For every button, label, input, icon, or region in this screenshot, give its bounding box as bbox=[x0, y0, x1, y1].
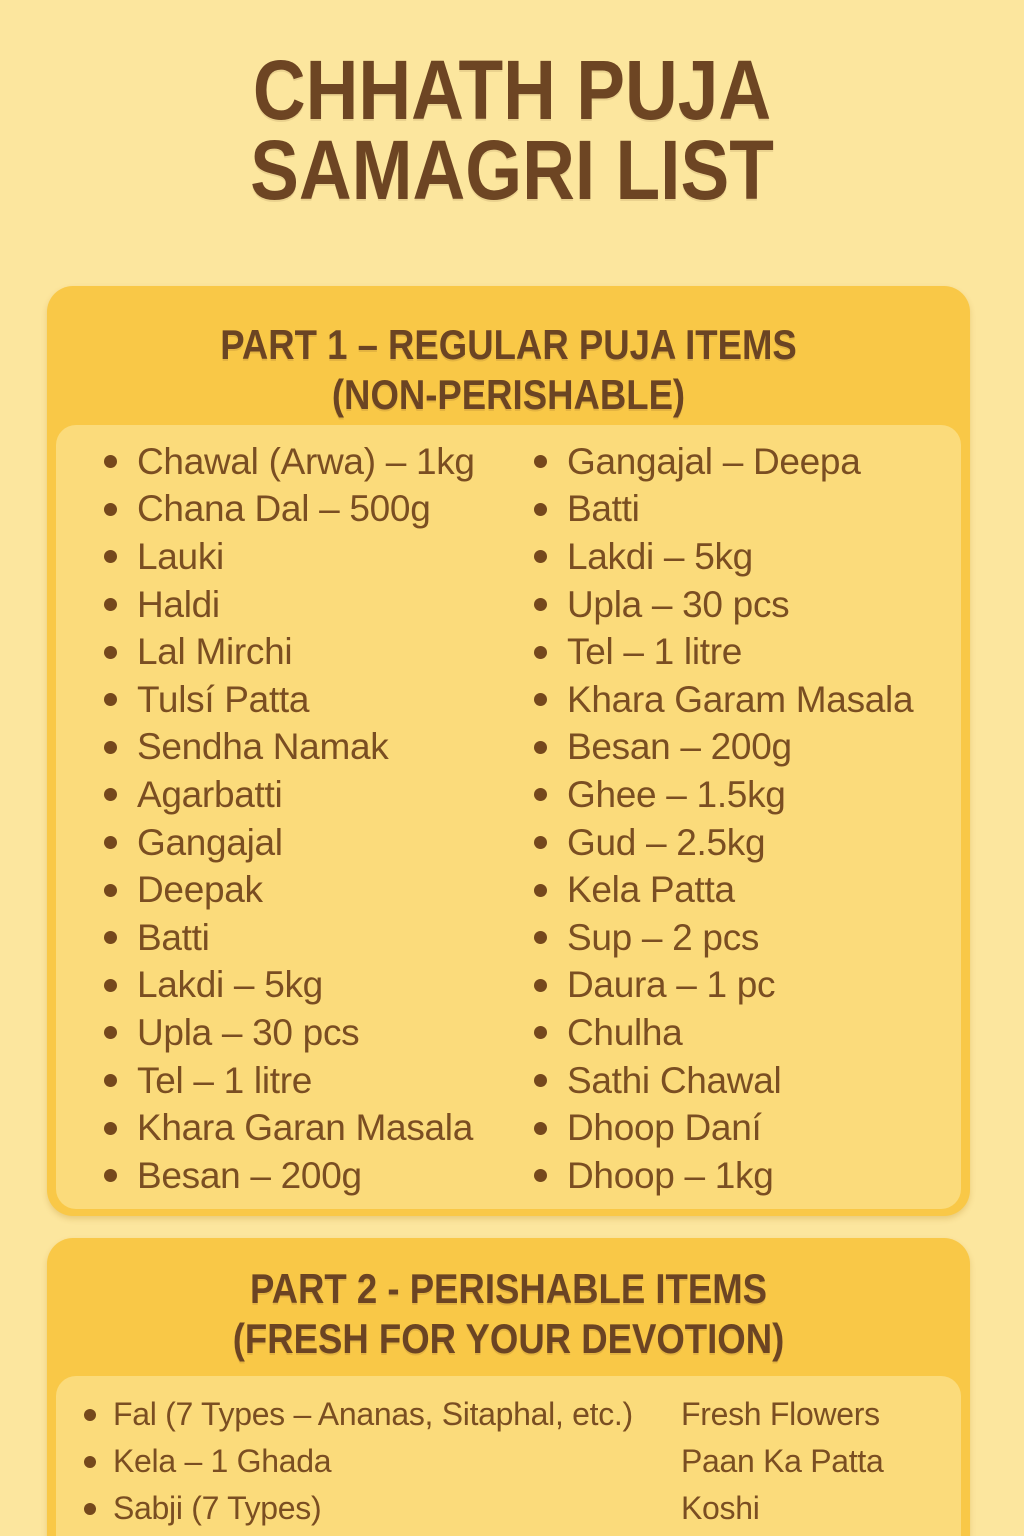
bullet-icon bbox=[534, 788, 547, 801]
bullet-icon bbox=[534, 884, 547, 897]
item-label: Daura – 1 pc bbox=[567, 964, 776, 1006]
item-label: Khara Garan Masala bbox=[137, 1107, 474, 1149]
list-item bbox=[534, 486, 913, 534]
item-label: Sup – 2 pcs bbox=[567, 916, 760, 958]
bullet-icon bbox=[104, 884, 117, 897]
bullet-icon bbox=[534, 741, 547, 754]
list-item bbox=[104, 866, 475, 914]
list-item bbox=[104, 438, 475, 486]
list-item bbox=[534, 866, 913, 914]
bullet-icon bbox=[534, 598, 547, 611]
bullet-icon bbox=[534, 1074, 547, 1087]
part1-heading-line-1: PART 1 – REGULAR PUJA ITEMS bbox=[220, 321, 797, 368]
bullet-icon bbox=[84, 1409, 96, 1421]
bullet-icon bbox=[84, 1503, 96, 1515]
item-label: Lal Mirchi bbox=[137, 631, 293, 673]
item-label: Sabji (7 Types) bbox=[113, 1490, 322, 1526]
item-label: Tel – 1 litre bbox=[137, 1059, 313, 1101]
item-label: Lakdi – 5kg bbox=[567, 535, 753, 577]
list-item bbox=[104, 1152, 475, 1200]
list-item bbox=[104, 1057, 475, 1105]
item-label: Gangajal – Deepa bbox=[567, 440, 861, 482]
item-label: Gangajal bbox=[137, 821, 283, 863]
part2-heading-line-2: (FRESH FOR YOUR DEVOTION) bbox=[232, 1315, 785, 1362]
bullet-icon bbox=[104, 1074, 117, 1087]
list-item bbox=[534, 1104, 913, 1152]
part2-heading bbox=[107, 1264, 910, 1364]
list-item bbox=[104, 771, 475, 819]
item-label: Fresh Flowers bbox=[681, 1396, 880, 1432]
part1-heading bbox=[107, 320, 910, 420]
part2-right-column bbox=[681, 1391, 883, 1532]
list-item bbox=[104, 676, 475, 724]
list-item bbox=[84, 1438, 633, 1485]
part1-card bbox=[47, 286, 970, 1216]
list-item bbox=[681, 1438, 883, 1485]
list-item bbox=[534, 1152, 913, 1200]
item-label: Lauki bbox=[137, 535, 224, 577]
item-label: Deepak bbox=[137, 869, 263, 911]
bullet-icon bbox=[534, 931, 547, 944]
item-label: Kela – 1 Ghada bbox=[113, 1443, 332, 1479]
bullet-icon bbox=[104, 503, 117, 516]
list-item bbox=[534, 1009, 913, 1057]
item-label: Chana Dal – 500g bbox=[137, 488, 431, 530]
item-label: Chawal (Arwa) – 1kg bbox=[137, 440, 475, 482]
bullet-icon bbox=[104, 979, 117, 992]
item-label: Sendha Namak bbox=[137, 726, 389, 768]
bullet-icon bbox=[104, 646, 117, 659]
bullet-icon bbox=[534, 646, 547, 659]
item-label: Upla – 30 pcs bbox=[137, 1011, 360, 1053]
bullet-icon bbox=[104, 598, 117, 611]
list-item bbox=[104, 962, 475, 1010]
item-label: Kela Patta bbox=[567, 869, 735, 911]
item-label: Besan – 200g bbox=[567, 726, 792, 768]
bullet-icon bbox=[534, 979, 547, 992]
list-item bbox=[534, 771, 913, 819]
item-label: Khara Garam Masala bbox=[567, 678, 914, 720]
item-label: Fal (7 Types – Ananas, Sitaphal, etc.) bbox=[113, 1396, 633, 1432]
bullet-icon bbox=[104, 1169, 117, 1182]
bullet-icon bbox=[104, 836, 117, 849]
list-item bbox=[681, 1391, 883, 1438]
part2-card bbox=[47, 1238, 970, 1536]
part2-heading-line-1: PART 2 - PERISHABLE ITEMS bbox=[249, 1265, 768, 1312]
part2-left-column bbox=[84, 1391, 633, 1532]
bullet-icon bbox=[104, 455, 117, 468]
page-title-line-2: SAMAGRI LIST bbox=[250, 123, 774, 217]
list-item bbox=[84, 1485, 633, 1532]
item-label: Tel – 1 litre bbox=[567, 631, 743, 673]
list-item bbox=[534, 914, 913, 962]
list-item bbox=[104, 533, 475, 581]
bullet-icon bbox=[534, 836, 547, 849]
item-label: Gud – 2.5kg bbox=[567, 821, 766, 863]
list-item bbox=[534, 581, 913, 629]
item-label: Chulha bbox=[567, 1011, 683, 1053]
bullet-icon bbox=[104, 693, 117, 706]
bullet-icon bbox=[534, 1122, 547, 1135]
list-item bbox=[534, 1057, 913, 1105]
list-item bbox=[104, 628, 475, 676]
item-label: Sathi Chawal bbox=[567, 1059, 782, 1101]
list-item bbox=[104, 1009, 475, 1057]
page-title-line-1: CHHATH PUJA bbox=[252, 43, 772, 137]
list-item bbox=[534, 533, 913, 581]
item-label: Agarbatti bbox=[137, 773, 283, 815]
item-label: Upla – 30 pcs bbox=[567, 583, 790, 625]
part1-heading-line-2: (NON-PERISHABLE) bbox=[331, 371, 686, 418]
list-item bbox=[104, 486, 475, 534]
item-label: Paan Ka Patta bbox=[681, 1443, 884, 1479]
list-item bbox=[534, 724, 913, 772]
bullet-icon bbox=[534, 455, 547, 468]
list-item bbox=[104, 581, 475, 629]
part1-right-column bbox=[534, 438, 913, 1200]
list-item bbox=[104, 914, 475, 962]
part1-left-column bbox=[104, 438, 475, 1200]
bullet-icon bbox=[104, 788, 117, 801]
list-item bbox=[104, 724, 475, 772]
item-label: Ghee – 1.5kg bbox=[567, 773, 786, 815]
bullet-icon bbox=[84, 1456, 96, 1468]
item-label: Dhoop – 1kg bbox=[567, 1154, 774, 1196]
bullet-icon bbox=[534, 1169, 547, 1182]
bullet-icon bbox=[104, 741, 117, 754]
item-label: Dhoop Daní bbox=[567, 1107, 762, 1149]
bullet-icon bbox=[534, 693, 547, 706]
part1-panel bbox=[56, 425, 961, 1209]
list-item bbox=[104, 1104, 475, 1152]
list-item bbox=[534, 676, 913, 724]
list-item bbox=[534, 438, 913, 486]
item-label: Koshi bbox=[681, 1490, 760, 1526]
bullet-icon bbox=[104, 1122, 117, 1135]
bullet-icon bbox=[534, 550, 547, 563]
item-label: Tulsí Patta bbox=[137, 678, 310, 720]
item-label: Besan – 200g bbox=[137, 1154, 362, 1196]
list-item bbox=[534, 628, 913, 676]
item-label: Haldi bbox=[137, 583, 220, 625]
list-item bbox=[534, 819, 913, 867]
item-label: Batti bbox=[567, 488, 640, 530]
bullet-icon bbox=[534, 503, 547, 516]
bullet-icon bbox=[104, 550, 117, 563]
list-item bbox=[681, 1485, 883, 1532]
item-label: Batti bbox=[137, 916, 210, 958]
list-item bbox=[104, 819, 475, 867]
list-item bbox=[84, 1391, 633, 1438]
bullet-icon bbox=[104, 931, 117, 944]
bullet-icon bbox=[104, 1026, 117, 1039]
part2-panel bbox=[56, 1376, 961, 1536]
page-title bbox=[67, 43, 958, 217]
list-item bbox=[534, 962, 913, 1010]
bullet-icon bbox=[534, 1026, 547, 1039]
item-label: Lakdi – 5kg bbox=[137, 964, 323, 1006]
